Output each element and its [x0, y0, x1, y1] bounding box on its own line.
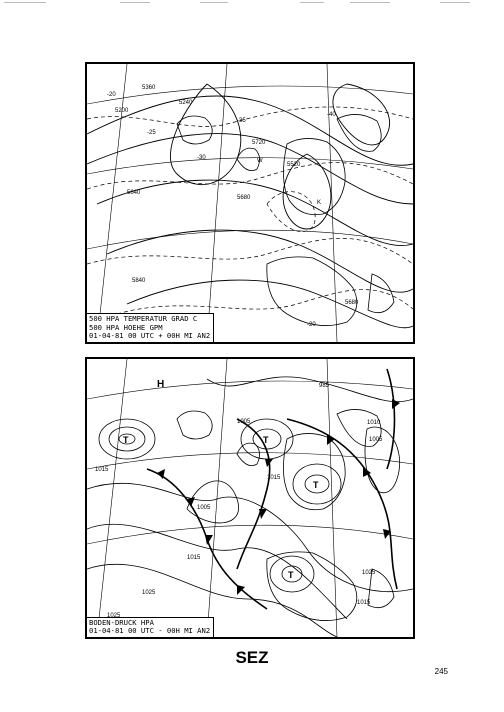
high-pressure-center: H — [157, 379, 165, 390]
low-pressure-center: T — [288, 570, 294, 580]
page-number: 245 — [434, 667, 448, 676]
contour-label: 5240 — [179, 100, 193, 106]
figure-label: SEZ — [235, 648, 269, 667]
surface-pressure-map-drawing — [87, 359, 413, 637]
isobar-label: 1015 — [267, 475, 281, 481]
contour-label: 5840 — [132, 278, 146, 284]
contour-label: -40 — [327, 112, 336, 118]
contour-label: -30 — [197, 155, 206, 161]
coastlines — [177, 409, 394, 620]
front-symbols — [157, 399, 400, 595]
upper-air-map-drawing — [87, 64, 413, 342]
contour-label: 5680 — [237, 195, 251, 201]
isobar-label: 1015 — [187, 555, 201, 561]
contour-label: -25 — [147, 130, 156, 136]
caption-line: 01-04-81 00 UTC + 00H MI AN2 — [89, 331, 211, 341]
contour-label: -20 — [307, 322, 316, 328]
contour-label: 5680 — [345, 300, 359, 306]
contour-label: -20 — [107, 92, 116, 98]
scan-mark — [200, 2, 228, 3]
caption-line: BODEN-DRUCK HPA — [89, 617, 154, 627]
isobar-label: 1005 — [197, 505, 211, 511]
scan-mark — [350, 2, 390, 3]
weather-fronts — [147, 369, 397, 609]
isobar-label: 1005 — [237, 419, 251, 425]
isobar-label: 1015 — [95, 467, 109, 473]
graticule — [87, 359, 413, 637]
scan-mark — [440, 2, 470, 3]
isobar-label: 1010 — [367, 420, 381, 426]
contour-label: K — [317, 200, 322, 206]
scan-mark — [120, 2, 150, 3]
height-contours — [87, 84, 413, 328]
coastlines — [177, 114, 394, 325]
scan-mark — [300, 2, 324, 3]
low-pressure-center: T — [313, 480, 319, 490]
isobar-label: 1005 — [369, 437, 383, 443]
top-map-labels — [107, 85, 359, 328]
caption-line: 500 HPA TEMPERATUR GRAD C — [89, 314, 198, 324]
scan-artifacts — [0, 0, 504, 12]
contour-label: 5720 — [252, 140, 266, 146]
low-pressure-center: T — [123, 435, 129, 445]
caption-line: 01-04-81 00 UTC - 00H MI AN2 — [89, 626, 211, 636]
isobar-label: 985 — [319, 383, 330, 389]
isobar-label: 1025 — [362, 570, 376, 576]
upper-air-map-caption — [87, 313, 214, 342]
contour-label: 5360 — [142, 85, 156, 91]
contour-label: 5640 — [127, 190, 141, 196]
upper-air-map — [85, 62, 415, 344]
surface-pressure-map-caption — [87, 617, 214, 637]
contour-label: 5520 — [287, 162, 301, 168]
isobar-label: 1015 — [357, 600, 371, 606]
contour-label: 5200 — [115, 108, 129, 114]
contour-label: -35 — [237, 118, 246, 124]
isobar-label: 1025 — [142, 590, 156, 596]
caption-line: 500 HPA HOEHE GPM — [89, 322, 163, 332]
isobars — [87, 377, 413, 637]
scan-mark — [4, 2, 46, 3]
surface-pressure-map — [85, 357, 415, 639]
contour-label: W — [257, 158, 263, 164]
low-pressure-center: T — [263, 435, 269, 445]
bottom-map-labels — [95, 379, 383, 619]
